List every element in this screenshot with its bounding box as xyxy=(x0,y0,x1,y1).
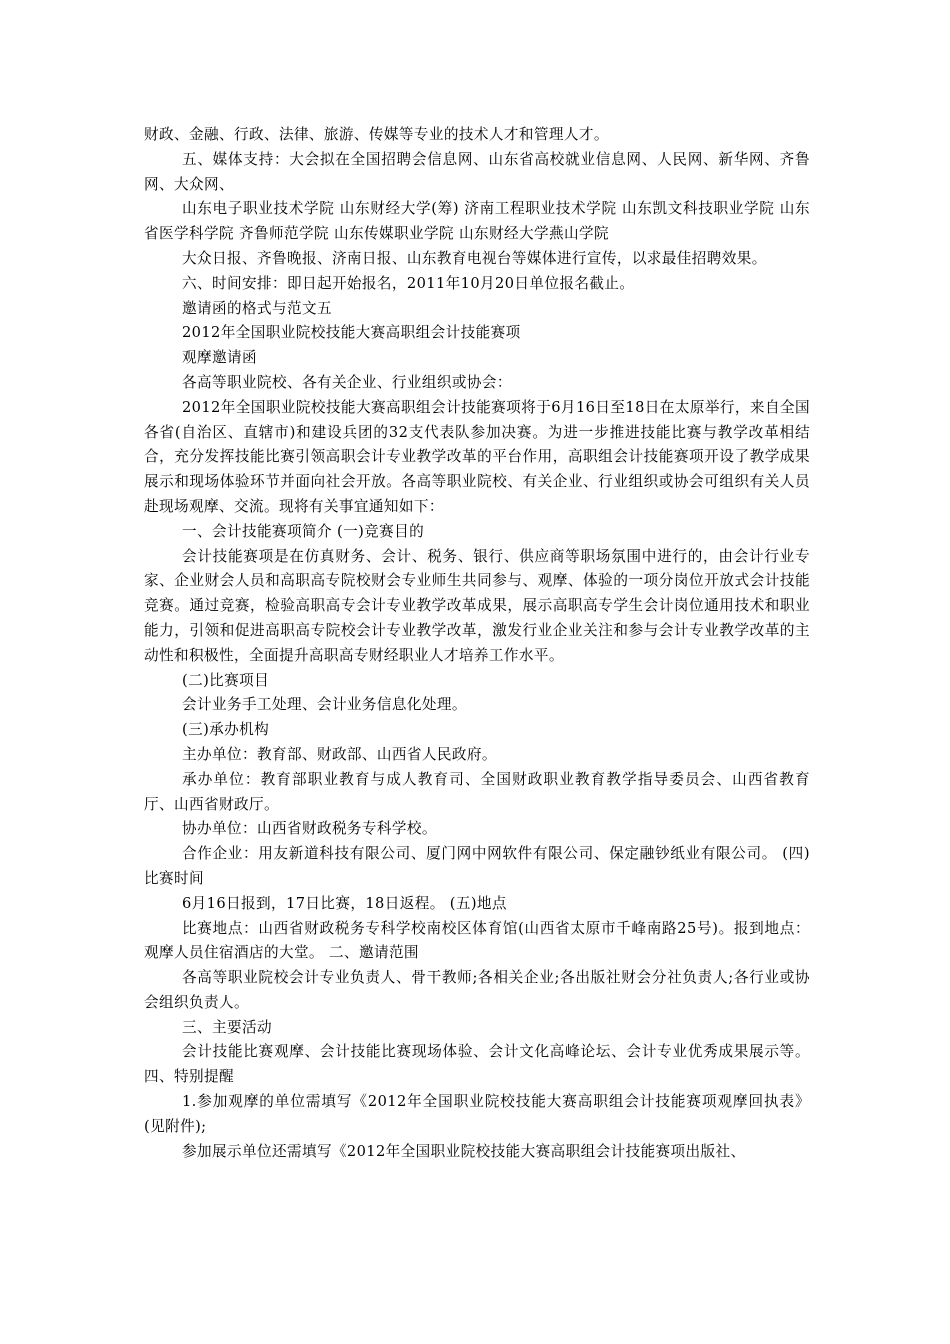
paragraph: 五、媒体支持：大会拟在全国招聘会信息网、山东省高校就业信息网、人民网、新华网、齐鲁网、大众网、 xyxy=(144,150,810,193)
document-body xyxy=(144,123,810,1164)
paragraph: 协办单位：山西省财政税务专科学校。 xyxy=(182,820,437,838)
paragraph: (三)承办机构 xyxy=(182,721,270,739)
paragraph: 会计业务手工处理、会计业务信息化处理。 xyxy=(182,696,467,714)
paragraph: 参加展示单位还需填写《2012年全国职业院校技能大赛高职组会计技能赛项出版社、 xyxy=(182,1142,746,1160)
paragraph: 1.参加观摩的单位需填写《2012年全国职业院校技能大赛高职组会计技能赛项观摩回执表》(见附件); xyxy=(144,1093,810,1135)
paragraph: 大众日报、齐鲁晚报、济南日报、山东教育电视台等媒体进行宣传，以求最佳招聘效果。 xyxy=(182,249,767,267)
paragraph: 邀请函的格式与范文五 xyxy=(182,299,332,317)
paragraph: 主办单位：教育部、财政部、山西省人民政府。 xyxy=(182,745,497,763)
paragraph: 2012年全国职业院校技能大赛高职组会计技能赛项将于6月16日至18日在太原举行，来自全国各省(自治区、直辖市)和建设兵团的32支代表队参加决赛。为进一步推进技能比赛与教学改革相结合，充分发挥技能比赛引领高职会计专业教学改革的平台作用，高职组会计技能赛项开设了教学成果展示和现场体验环节并面向社会开放。各高等职业院校、有关企业、行业组织或协会可组织有关人员赴现场观摩、交流。现将有关事宜通知如下： xyxy=(144,398,810,515)
paragraph: 各高等职业院校、各有关企业、行业组织或协会： xyxy=(182,373,512,391)
paragraph: 会计技能比赛观摩、会计技能比赛现场体验、会计文化高峰论坛、会计专业优秀成果展示等。 四、特别提醒 xyxy=(144,1043,810,1086)
paragraph: 观摩邀请函 xyxy=(182,349,257,367)
paragraph: 一、会计技能赛项简介 (一)竞赛目的 xyxy=(182,522,425,540)
paragraph: 6月16日报到，17日比赛，18日返程。 (五)地点 xyxy=(182,894,507,912)
paragraph: 山东电子职业技术学院 山东财经大学(筹) 济南工程职业技术学院 山东凯文科技职业学院 山东省医学科学院 齐鲁师范学院 山东传媒职业学院 山东财经大学燕山学院 xyxy=(144,200,810,243)
paragraph: 2012年全国职业院校技能大赛高职组会计技能赛项 xyxy=(182,324,521,342)
paragraph: (二)比赛项目 xyxy=(182,671,270,689)
paragraph: 承办单位：教育部职业教育与成人教育司、全国财政职业教育教学指导委员会、山西省教育厅、山西省财政厅。 xyxy=(144,770,810,813)
paragraph: 比赛地点：山西省财政税务专科学校南校区体育馆(山西省太原市千峰南路25号)。报到地点：观摩人员住宿酒店的大堂。 二、邀请范围 xyxy=(144,919,810,962)
paragraph: 三、主要活动 xyxy=(182,1018,272,1036)
paragraph: 合作企业：用友新道科技有限公司、厦门网中网软件有限公司、保定融钞纸业有限公司。 (四)比赛时间 xyxy=(144,845,810,887)
paragraph: 六、时间安排：即日起开始报名，2011年10月20日单位报名截止。 xyxy=(182,274,635,292)
paragraph: 各高等职业院校会计专业负责人、骨干教师;各相关企业;各出版社财会分社负责人;各行业或协会组织负责人。 xyxy=(144,969,810,1011)
paragraph: 会计技能赛项是在仿真财务、会计、税务、银行、供应商等职场氛围中进行的，由会计行业专家、企业财会人员和高职高专院校财会专业师生共同参与、观摩、体验的一项分岗位开放式会计技能竞赛。通过竞赛，检验高职高专会计专业教学改革成果，展示高职高专学生会计岗位通用技术和职业能力，引领和促进高职高专院校会计专业教学改革，激发行业企业关注和参与会计专业教学改革的主动性和积极性，全面提升高职高专财经职业人才培养工作水平。 xyxy=(144,547,810,664)
paragraph: 财政、金融、行政、法律、旅游、传媒等专业的技术人才和管理人才。 xyxy=(144,126,609,143)
